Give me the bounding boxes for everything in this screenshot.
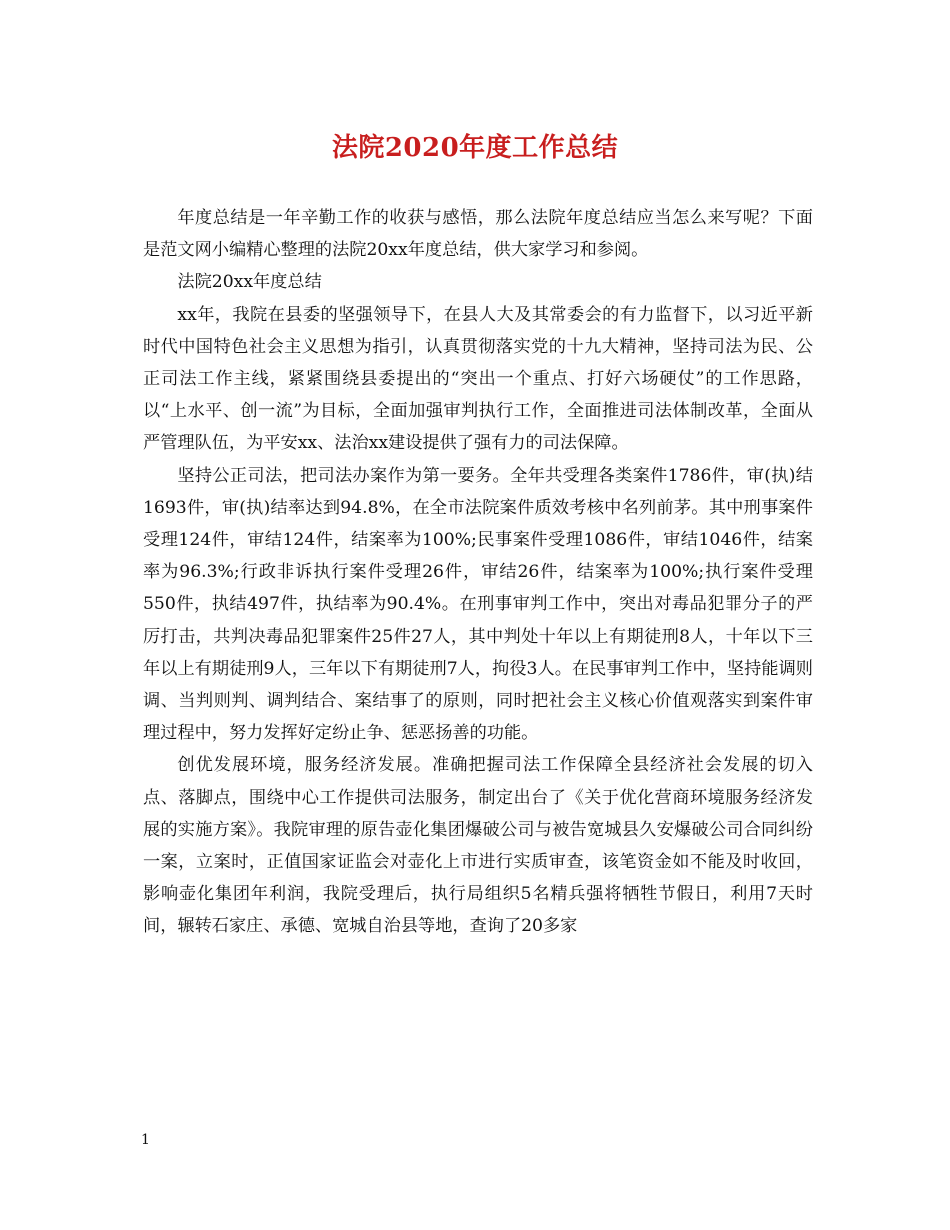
justice-paragraph: 坚持公正司法，把司法办案作为第一要务。全年共受理各类案件1786件，审(执)结1693件，审(执)结率达到94.8%，在全市法院案件质效考核中名列前茅。其中刑事案件受理124件，审结124件，结案率为100%;民事案件受理1086件，审结1046件，结案率为96.3%;行政非诉执行案件受理26件，审结26件，结案率为100%;执行案件受理550件，执结497件，执结率为90.4%。在刑事审判工作中，突出对毒品犯罪分子的严厉打击，共判决毒品犯罪案件25件27人，其中判处十年以上有期徒刑8人，十年以下三年以上有期徒刑9人，三年以下有期徒刑7人，拘役3人。在民事审判工作中，坚持能调则调、当判则判、调判结合、案结事了的原则，同时把社会主义核心价值观落实到案件审理过程中，努力发挥好定纷止争、惩恶扬善的功能。	[143, 465, 813, 744]
document-title: 法院2020年度工作总结	[331, 133, 619, 163]
intro-paragraph: 年度总结是一年辛勤工作的收获与感悟，那么法院年度总结应当怎么来写呢？下面是范文网小编精心整理的法院20xx年度总结，供大家学习和参阅。	[143, 208, 813, 261]
page-number: 1	[141, 1132, 150, 1148]
overview-paragraph: xx年，我院在县委的坚强领导下，在县人大及其常委会的有力监督下，以习近平新时代中国特色社会主义思想为指引，认真贯彻落实党的十九大精神，坚持司法为民、公正司法工作主线，紧紧围绕县委提出的“突出一个重点、打好六场硬仗”的工作思路，以“上水平、创一流”为目标，全面加强审判执行工作，全面推进司法体制改革，全面从严管理队伍，为平安xx、法治xx建设提供了强有力的司法保障。	[143, 304, 813, 454]
document-body	[143, 202, 813, 943]
economy-paragraph: 创优发展环境，服务经济发展。准确把握司法工作保障全县经济社会发展的切入点、落脚点，围绕中心工作提供司法服务，制定出台了《关于优化营商环境服务经济发展的实施方案》。我院审理的原告壶化集团爆破公司与被告宽城县久安爆破公司合同纠纷一案，立案时，正值国家证监会对壶化上市进行实质审查，该笔资金如不能及时收回，影响壶化集团年利润，我院受理后，执行局组织5名精兵强将牺牲节假日，利用7天时间，辗转石家庄、承德、宽城自治县等地，查询了20多家	[143, 755, 813, 937]
section-heading: 法院20xx年度总结	[177, 272, 322, 293]
